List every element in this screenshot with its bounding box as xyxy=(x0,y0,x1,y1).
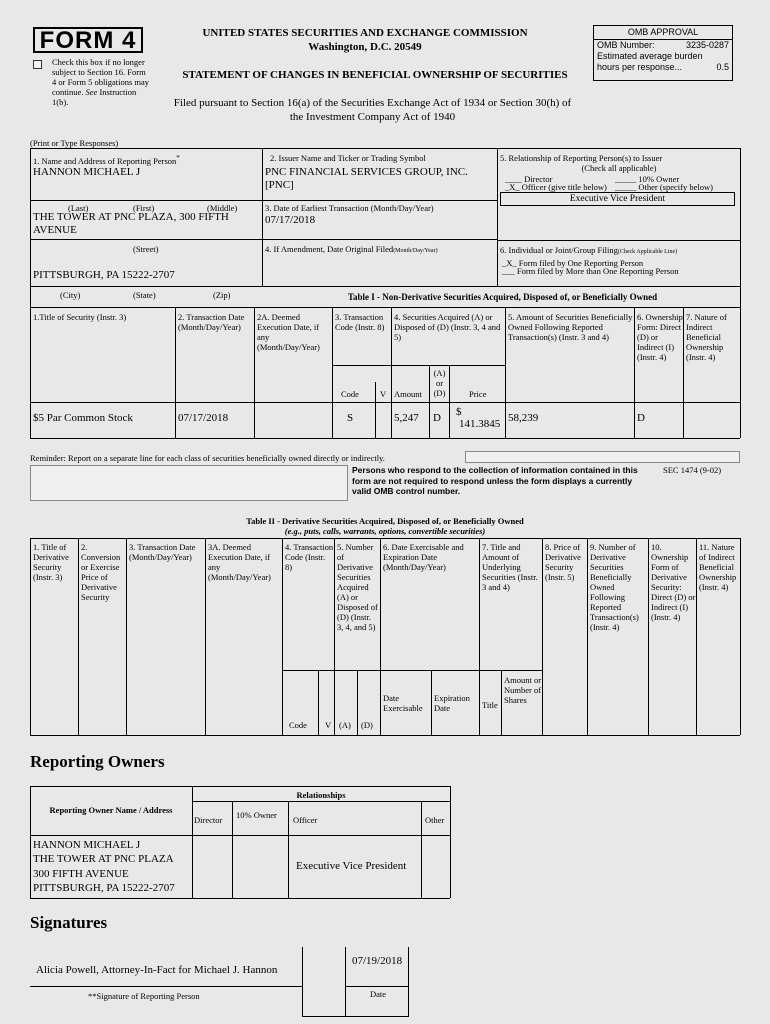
omb-burden-label: Estimated average burden xyxy=(597,51,703,61)
sec-number: SEC 1474 (9-02) xyxy=(663,465,722,475)
ro-owner-line2: THE TOWER AT PNC PLAZA xyxy=(33,853,174,865)
ro-officer-header: Officer xyxy=(293,815,318,825)
omb-approval-box xyxy=(593,25,733,81)
t1-col3-header: 3. Transaction Code (Instr. 8) xyxy=(335,312,385,332)
t1-code: S xyxy=(347,412,354,424)
reminder-text: Reminder: Report on a separate line for each class of securities beneficially owned directly or indirectly. xyxy=(30,453,385,463)
t2-col8-header: 8. Price of Derivative Security (Instr. 5) xyxy=(545,542,581,582)
t1-transaction-date: 07/17/2018 xyxy=(178,412,229,424)
t2-col1-header: 1. Title of Derivative Security (Instr. 3) xyxy=(33,542,69,582)
t1-col6-header: 6. Ownership Form: Direct (D) or Indirect (I) (Instr. 4) xyxy=(637,312,683,362)
form-label: FORM 4 xyxy=(33,27,143,53)
date-label: Date xyxy=(370,989,387,999)
t1-security-title: $5 Par Common Stock xyxy=(33,412,133,424)
t2-col9-header: 9. Number of Derivative Securities Beneficially Owned Following Reported Transaction(s) (Instr. 4) xyxy=(590,542,639,632)
t1-ownership-form: D xyxy=(637,412,645,424)
box1-asterisk: * xyxy=(176,154,180,162)
issuer-name: PNC FINANCIAL SERVICES GROUP, INC. [PNC] xyxy=(265,166,468,191)
checkbox-text-main: Check this box if no longer subject to Section 16. Form 4 or Form 5 obligations may continue. xyxy=(52,57,150,97)
officer-option: _X_ Officer (give title below) xyxy=(505,182,607,192)
agency-line1: UNITED STATES SECURITIES AND EXCHANGE COMMISSION xyxy=(202,27,528,39)
t1-amount: 5,247 xyxy=(394,412,419,424)
table1-title: Table I - Non-Derivative Securities Acquired, Disposed of, or Beneficially Owned xyxy=(347,292,658,302)
box5-sub: (Check all applicable) xyxy=(581,163,657,173)
signature-label xyxy=(88,991,200,1001)
one-person-option: _X_ Form filed by One Reporting Person xyxy=(502,258,644,268)
ro-other-header: Other xyxy=(425,815,445,825)
t1-col2a-header: 2A. Deemed Execution Date, if any (Month/Day/Year) xyxy=(257,312,320,352)
city-state-zip: PITTSBURGH, PA 15222-2707 xyxy=(33,269,175,281)
t2-col3-header: 3. Transaction Date (Month/Day/Year) xyxy=(129,542,196,562)
t1-sub-aord: (A) or (D) xyxy=(433,368,446,398)
table2-subtitle: (e.g., puts, calls, warrants, options, convertible securities) xyxy=(284,526,486,536)
ro-director-header: Director xyxy=(194,815,223,825)
box4-label-text: 4. If Amendment, Date Original Filed xyxy=(265,244,394,254)
t2-col5-header: 5. Number of Derivative Securities Acquired (A) or Disposed of (D) (Instr. 3, 4, and 5) xyxy=(337,542,378,632)
zip-label: (Zip) xyxy=(213,290,231,300)
t2-sub-a: (A) xyxy=(339,720,351,730)
t2-sub-exp: Expiration Date xyxy=(434,693,470,713)
omb-hours-row xyxy=(594,62,732,73)
no-longer-subject-checkbox[interactable] xyxy=(33,60,42,69)
box5-label xyxy=(500,153,738,173)
reporting-owners-heading: Reporting Owners xyxy=(30,752,165,771)
box4-label-small: (Month/Day/Year) xyxy=(393,248,438,254)
signature-asterisk: ** xyxy=(88,991,97,1001)
director-option: ____ Director xyxy=(505,174,553,184)
agency-heading xyxy=(160,26,570,54)
officer-title: Executive Vice President xyxy=(500,192,735,206)
t1-sub-amount: Amount xyxy=(394,389,422,399)
ro-owner-line1: HANNON MICHAEL J xyxy=(33,839,141,851)
notice-box xyxy=(30,465,348,501)
more-person-option: ___ Form filed by More than One Reporting Person xyxy=(502,266,679,276)
persons-notice: Persons who respond to the collection of information contained in this form are not required to respond unless the form displays a currently valid OMB control number. xyxy=(352,465,638,496)
box6-label-small: (Check Applicable Line) xyxy=(617,249,678,255)
box3-label: 3. Date of Earliest Transaction (Month/Day/Year) xyxy=(265,203,434,213)
t1-price: 141.3845 xyxy=(459,418,501,430)
ro-owner-line3: 300 FIFTH AVENUE xyxy=(33,868,129,880)
street-address: THE TOWER AT PNC PLAZA, 300 FIFTH AVENUE xyxy=(33,211,229,236)
first-label: (First) xyxy=(133,203,155,213)
t1-sub-v: V xyxy=(380,389,387,399)
t1-col1-header: 1.Title of Security (Instr. 3) xyxy=(33,312,127,322)
box4-label xyxy=(265,244,438,255)
t2-sub-d: (D) xyxy=(361,720,373,730)
t2-col11-header: 11. Nature of Indirect Beneficial Ownership (Instr. 4) xyxy=(699,542,737,592)
t2-sub-code: Code xyxy=(289,720,307,730)
box2-label: 2. Issuer Name and Ticker or Trading Symbol xyxy=(270,153,426,163)
t1-col2-header: 2. Transaction Date (Month/Day/Year) xyxy=(178,312,245,332)
t1-sub-code: Code xyxy=(341,389,359,399)
checkbox-text-instruction: Instruction 1(b). xyxy=(52,87,137,107)
checkbox-text xyxy=(52,57,152,107)
state-label: (State) xyxy=(133,290,156,300)
other-option: _____ Other (specify below) xyxy=(615,182,713,192)
t1-aord: D xyxy=(433,412,441,424)
t1-col4-header: 4. Securities Acquired (A) or Disposed of (D) (Instr. 3, 4 and 5) xyxy=(394,312,501,342)
print-type-note: (Print or Type Responses) xyxy=(30,138,119,148)
earliest-transaction-date: 07/17/2018 xyxy=(265,214,316,226)
omb-title: OMB APPROVAL xyxy=(594,26,732,40)
t1-col7-header: 7. Nature of Indirect Beneficial Ownership (Instr. 4) xyxy=(686,312,727,362)
table2-title: Table II - Derivative Securities Acquired, Disposed of, or Beneficially Owned xyxy=(246,516,524,526)
t1-sub-price: Price xyxy=(469,389,487,399)
city-label: (City) xyxy=(60,290,81,300)
last-label: (Last) xyxy=(68,203,89,213)
ten-owner-option: _____ 10% Owner xyxy=(615,174,680,184)
box1-label xyxy=(33,153,180,166)
omb-hours: 0.5 xyxy=(716,62,729,72)
t1-price-symbol: $ xyxy=(456,406,462,418)
ro-owner-line4: PITTSBURGH, PA 15222-2707 xyxy=(33,882,175,894)
t2-sub-date-ex: Date Exercisable xyxy=(383,693,423,713)
ro-ten-owner-header: 10% Owner xyxy=(236,810,277,820)
signer-name: Alicia Powell, Attorney-In-Fact for Michael J. Hannon xyxy=(36,964,278,976)
t1-owned-following: 58,239 xyxy=(508,412,539,424)
box6-label xyxy=(500,245,738,256)
ro-officer-value: Executive Vice President xyxy=(296,860,407,872)
ro-name-header: Reporting Owner Name / Address xyxy=(49,805,173,815)
omb-number-label: OMB Number: xyxy=(597,40,655,50)
ro-relationships-header: Relationships xyxy=(296,790,346,800)
box5-label-text: 5. Relationship of Reporting Person(s) to Issuer xyxy=(500,153,663,163)
omb-number: 3235-0287 xyxy=(685,40,729,50)
box6-label-text: 6. Individual or Joint/Group Filing xyxy=(500,245,618,255)
t2-sub-v: V xyxy=(325,720,332,730)
signatures-heading: Signatures xyxy=(30,913,108,932)
t2-col4-header: 4. Transaction Code (Instr. 8) xyxy=(285,542,334,572)
box1-label-text: 1. Name and Address of Reporting Person xyxy=(33,155,177,166)
signature-label-text: Signature of Reporting Person xyxy=(96,991,200,1001)
reporting-person-name: HANNON MICHAEL J xyxy=(33,166,141,178)
t2-col10-header: 10. Ownership Form of Derivative Security: Direct (D) or Indirect (I) (Instr. 4) xyxy=(651,542,696,622)
signature-date: 07/19/2018 xyxy=(352,955,403,967)
checkbox-text-see: See xyxy=(85,87,98,97)
t2-col2-header: 2. Conversion or Exercise Price of Derivative Security xyxy=(81,542,121,602)
omb-hours-label: hours per response... xyxy=(597,62,683,72)
t2-sub-title: Title xyxy=(482,700,498,710)
t1-col5-header: 5. Amount of Securities Beneficially Owned Following Reported Transaction(s) (Instr. 3 and 4) xyxy=(508,312,633,342)
omb-burden-row xyxy=(594,51,732,62)
street-label: (Street) xyxy=(133,244,159,254)
t2-col3a-header: 3A. Deemed Execution Date, if any (Month/Day/Year) xyxy=(208,542,271,582)
statement-title: STATEMENT OF CHANGES IN BENEFICIAL OWNERSHIP OF SECURITIES xyxy=(182,69,568,81)
t2-col6-header: 6. Date Exercisable and Expiration Date (Month/Day/Year) xyxy=(383,542,464,572)
t2-col7-header: 7. Title and Amount of Underlying Securities (Instr. 3 and 4) xyxy=(482,542,538,592)
middle-label: (Middle) xyxy=(207,203,238,213)
filed-line1: Filed pursuant to Section 16(a) of the Securities Exchange Act of 1934 or Section 30(h) of xyxy=(173,97,572,109)
reminder-input[interactable] xyxy=(465,451,740,463)
t2-sub-amount: Amount or Number of Shares xyxy=(504,675,542,705)
filed-line2: the Investment Company Act of 1940 xyxy=(289,111,456,123)
filed-pursuant-text xyxy=(145,96,600,124)
omb-number-row xyxy=(594,40,732,51)
agency-line2: Washington, D.C. 20549 xyxy=(308,41,422,53)
